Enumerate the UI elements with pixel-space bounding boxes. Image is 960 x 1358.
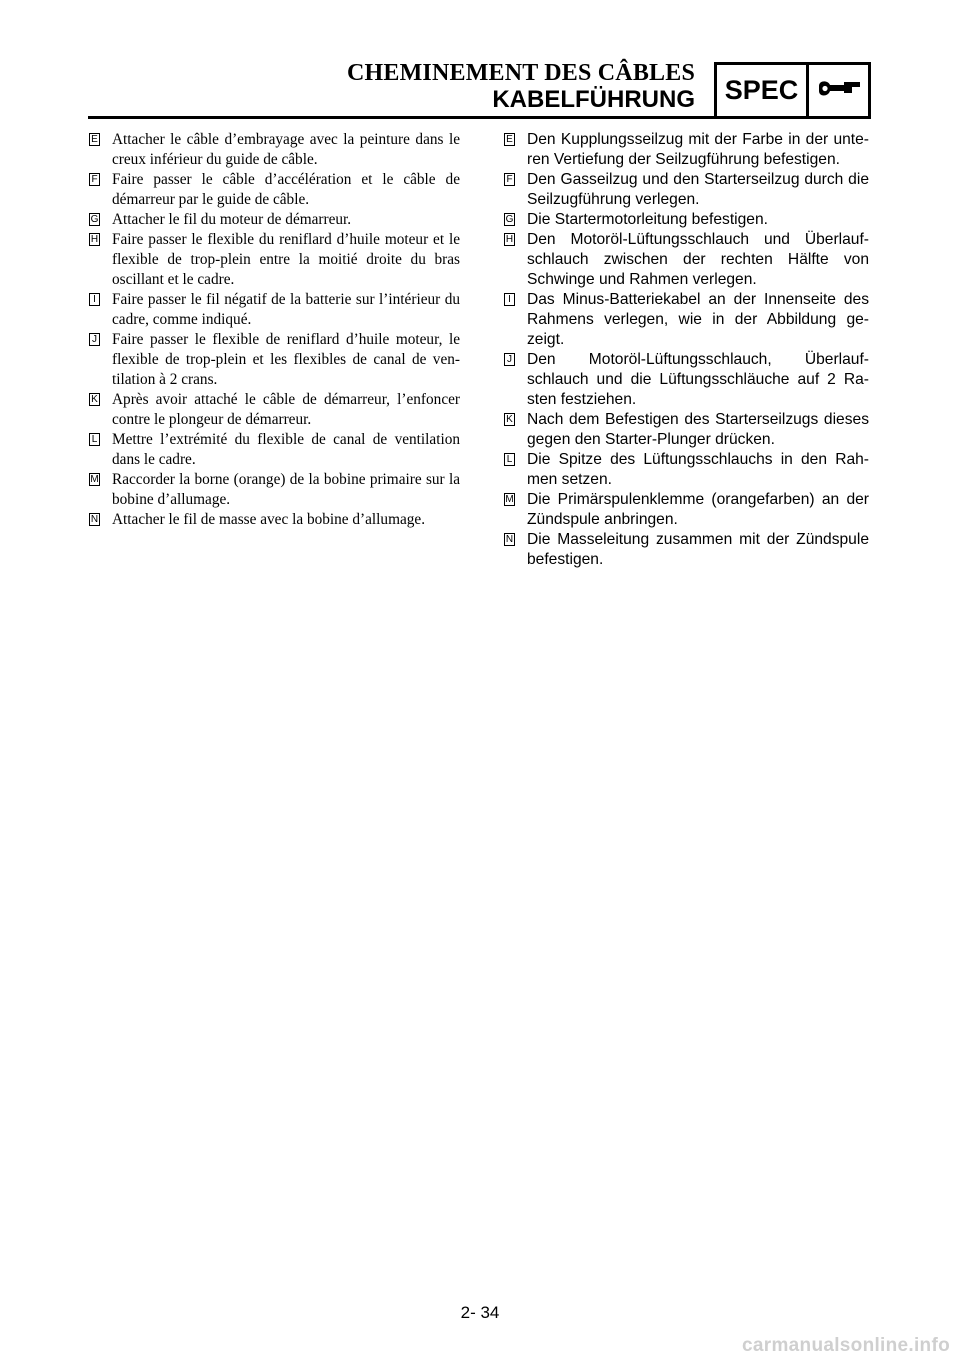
- item-marker: G: [90, 214, 99, 225]
- french-item-h: [88, 230, 460, 290]
- watermark: carmanualsonline.info: [742, 1335, 950, 1356]
- french-item-n: [88, 510, 460, 530]
- item-text: Raccorder la borne (orange) de la bobine primaire sur la bobine d’allumage.: [112, 471, 460, 508]
- german-item-g: [503, 210, 869, 230]
- german-item-k: [503, 410, 869, 450]
- item-text: Mettre l’extrémité du flexible de canal de ventilation dans le cadre.: [112, 431, 460, 468]
- german-item-l: [503, 450, 869, 490]
- german-item-i: [503, 290, 869, 350]
- german-item-m: [503, 490, 869, 530]
- french-item-i: [88, 290, 460, 330]
- item-marker: M: [505, 494, 514, 505]
- item-text: Après avoir attaché le câble de démarreur, l’enfoncer contre le plongeur de démarreur.: [112, 391, 460, 428]
- item-marker: M: [90, 474, 99, 485]
- item-text: Die Startermotorleitung befestigen.: [527, 211, 768, 228]
- french-item-e: [88, 130, 460, 170]
- item-marker: J: [89, 333, 100, 346]
- item-marker: E: [504, 133, 515, 146]
- item-text: Faire passer le câble d’accélération et le câble de démarreur par le guide de câble.: [112, 171, 460, 208]
- french-item-k: [88, 390, 460, 430]
- item-marker: L: [504, 453, 515, 466]
- item-text: Attacher le fil du moteur de démarreur.: [112, 211, 352, 228]
- german-item-h: [503, 230, 869, 290]
- item-text: Die Spitze des Lüftungsschlauchs in den Rah-men setzen.: [527, 451, 869, 488]
- item-text: Attacher le câble d’embrayage avec la peinture dans le creux inférieur du guide de câble.: [112, 131, 460, 168]
- item-text: Den Motoröl-Lüftungsschlauch, Überlauf-schlauch und die Lüftungsschläuche auf 2 Ra-sten festziehen.: [527, 351, 869, 408]
- item-text: Faire passer le flexible de reniflard d’huile moteur, le flexible de trop-plein et les flexibles de canal de ven-tilation à 2 crans.: [112, 331, 460, 388]
- french-item-j: [88, 330, 460, 390]
- french-item-m: [88, 470, 460, 510]
- item-marker: G: [505, 214, 514, 225]
- german-item-j: [503, 350, 869, 410]
- section-title-german: KABELFÜHRUNG: [492, 86, 695, 113]
- wrench-icon: [814, 74, 864, 108]
- spec-label: SPEC: [717, 65, 809, 116]
- item-text: Den Gasseilzug und den Starterseilzug durch die Seilzugführung verlegen.: [527, 171, 869, 208]
- german-item-f: [503, 170, 869, 210]
- french-instructions: [88, 130, 460, 530]
- item-marker: I: [89, 293, 100, 306]
- item-marker: H: [505, 234, 514, 245]
- item-text: Faire passer le flexible du reniflard d’huile moteur et le flexible de trop-plein entre la moitié droite du bras oscillant et le cadre.: [112, 231, 460, 288]
- item-text: Den Kupplungsseilzug mit der Farbe in der unte-ren Vertiefung der Seilzugführung befestigen.: [527, 131, 869, 168]
- item-text: Faire passer le fil négatif de la batterie sur l’intérieur du cadre, comme indiqué.: [112, 291, 460, 328]
- item-marker: N: [505, 534, 514, 545]
- section-title-french: CHEMINEMENT DES CÂBLES: [346, 60, 695, 86]
- header-rule: [88, 116, 715, 119]
- item-marker: N: [90, 514, 99, 525]
- item-text: Die Masseleitung zusammen mit der Zündspule befestigen.: [527, 531, 869, 568]
- french-item-g: [88, 210, 460, 230]
- spec-badge: [714, 62, 871, 119]
- spec-icon-cell: [809, 65, 868, 116]
- item-marker: L: [89, 433, 100, 446]
- item-marker: H: [90, 234, 99, 245]
- item-marker: F: [89, 173, 100, 186]
- item-marker: E: [89, 133, 100, 146]
- german-item-n: [503, 530, 869, 570]
- item-marker: K: [89, 393, 100, 406]
- german-item-e: [503, 130, 869, 170]
- item-marker: I: [504, 293, 515, 306]
- item-marker: K: [504, 413, 515, 426]
- item-marker: F: [504, 173, 515, 186]
- french-item-l: [88, 430, 460, 470]
- item-text: Attacher le fil de masse avec la bobine d’allumage.: [112, 511, 426, 528]
- german-instructions: [503, 130, 869, 570]
- item-text: Das Minus-Batteriekabel an der Innenseite des Rahmens verlegen, wie in der Abbildung ge-zeigt.: [527, 291, 869, 348]
- item-text: Nach dem Befestigen des Starterseilzugs dieses gegen den Starter-Plunger drücken.: [527, 411, 869, 448]
- french-item-f: [88, 170, 460, 210]
- page-number: 2- 34: [460, 1303, 500, 1322]
- item-marker: J: [504, 353, 515, 366]
- item-text: Die Primärspulenklemme (orangefarben) an der Zündspule anbringen.: [527, 491, 869, 528]
- item-text: Den Motoröl-Lüftungsschlauch und Überlauf-schlauch zwischen der rechten Hälfte von Schwinge und Rahmen verlegen.: [527, 231, 869, 288]
